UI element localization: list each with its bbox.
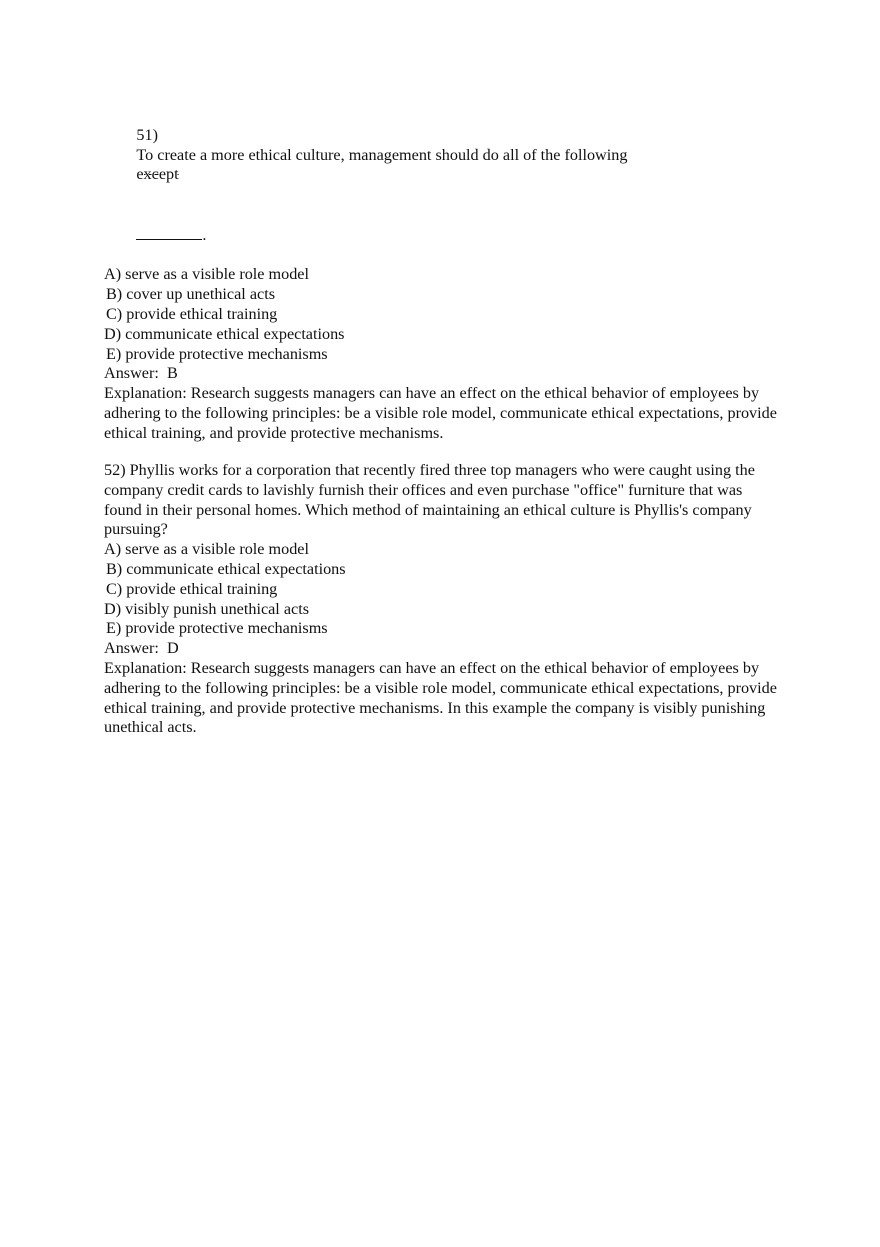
option-label: C)	[106, 304, 123, 323]
explanation-label: Explanation:	[104, 384, 187, 403]
explanation-label: Explanation:	[104, 658, 187, 677]
question-number: 52)	[104, 461, 126, 479]
explanation	[104, 384, 784, 443]
explanation-text: Research suggests managers can have an effect on the ethical behavior of employees by adhering to the following principles: be a visible role model, communicate ethical expectations, provide ethical training, and provide protective mechanisms. In this example the company is visibly punishing unethical acts.	[104, 658, 777, 737]
option-b	[104, 285, 784, 305]
answer-line	[104, 639, 784, 659]
option-text: communicate ethical expectations	[125, 324, 345, 343]
question-51	[104, 106, 784, 444]
question-stem-text: Phyllis works for a corporation that recently fired three top managers who were caught using the company credit cards to lavishly furnish their offices and even purchase "office" furniture that was found in their personal homes. Which method of maintaining an ethical culture is Phyllis's company pursuing?	[104, 461, 755, 539]
option-label: B)	[106, 285, 123, 304]
option-label: D)	[104, 599, 122, 618]
answer-line	[104, 364, 784, 384]
answer-options	[104, 540, 784, 639]
option-text: serve as a visible role model	[125, 265, 309, 284]
option-text: communicate ethical expectations	[126, 559, 346, 578]
option-text: visibly punish unethical acts	[125, 599, 310, 618]
answer-value: D	[166, 639, 179, 658]
option-e	[104, 345, 784, 365]
option-text: provide protective mechanisms	[125, 344, 328, 363]
option-text: provide protective mechanisms	[125, 619, 328, 638]
question-52	[104, 461, 784, 738]
option-label: C)	[106, 579, 123, 598]
question-stem	[104, 106, 784, 265]
option-c	[104, 305, 784, 325]
option-label: E)	[106, 619, 122, 638]
question-stem-text: To create a more ethical culture, management should do all of the following	[136, 145, 628, 164]
option-b	[104, 560, 784, 580]
question-stem-end: .	[202, 225, 207, 244]
answer-label: Answer:	[104, 364, 159, 383]
option-a	[104, 265, 784, 285]
explanation-text: Research suggests managers can have an effect on the ethical behavior of employees by adhering to the following principles: be a visible role model, communicate ethical expectations, provide ethical training, and provide protective mechanisms.	[104, 384, 777, 442]
option-label: A)	[104, 540, 122, 559]
option-text: provide ethical training	[126, 304, 278, 323]
option-d	[104, 600, 784, 620]
answer-blank	[136, 225, 202, 240]
option-label: E)	[106, 344, 122, 363]
answer-options	[104, 265, 784, 364]
option-text: provide ethical training	[126, 579, 278, 598]
option-label: B)	[106, 559, 123, 578]
answer-label: Answer:	[104, 639, 159, 658]
answer-value: B	[166, 364, 178, 383]
option-a	[104, 540, 784, 560]
question-stem	[104, 461, 784, 540]
option-d	[104, 325, 784, 345]
question-number: 51)	[136, 125, 158, 144]
option-label: A)	[104, 265, 122, 284]
question-stem-emphasis: except	[136, 165, 179, 184]
option-text: cover up unethical acts	[126, 285, 276, 304]
explanation	[104, 659, 784, 738]
option-e	[104, 619, 784, 639]
option-c	[104, 580, 784, 600]
option-label: D)	[104, 324, 122, 343]
option-text: serve as a visible role model	[125, 540, 309, 559]
